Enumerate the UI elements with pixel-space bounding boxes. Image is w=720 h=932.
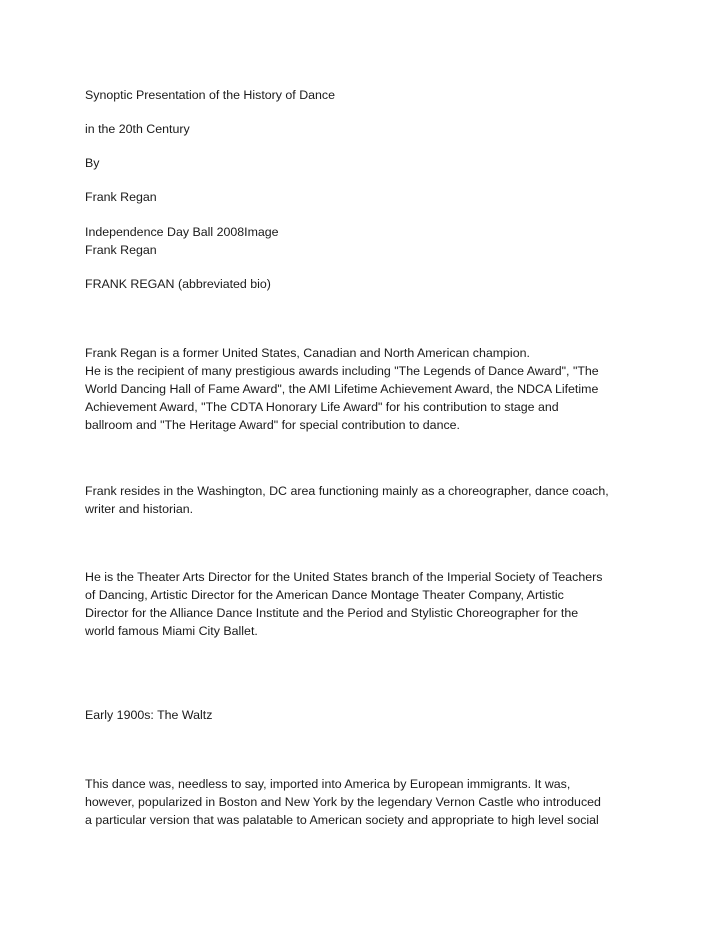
paragraph-line: He is the recipient of many prestigious awards including "The Legends of Dance Award", "The: [85, 364, 599, 378]
bio-paragraph-2: [85, 482, 645, 518]
bio-paragraph-1: [85, 344, 645, 434]
paragraph-line: ballroom and "The Heritage Award" for special contribution to dance.: [85, 418, 460, 432]
by-line: By: [85, 156, 100, 170]
paragraph-line: however, popularized in Boston and New York by the legendary Vernon Castle who introduced: [85, 795, 601, 809]
paragraph-line: a particular version that was palatable to American society and appropriate to high level social: [85, 813, 599, 827]
bio-paragraph-3: [85, 568, 645, 640]
paragraph-line: He is the Theater Arts Director for the United States branch of the Imperial Society of Teachers: [85, 570, 603, 584]
paragraph-line: Achievement Award, "The CDTA Honorary Life Award" for his contribution to stage and: [85, 400, 559, 414]
waltz-paragraph: [85, 775, 645, 829]
paragraph-line: This dance was, needless to say, imported into America by European immigrants. It was,: [85, 777, 571, 791]
title-line-1: Synoptic Presentation of the History of Dance: [85, 88, 336, 102]
paragraph-line: writer and historian.: [85, 502, 194, 516]
paragraph-line: Frank resides in the Washington, DC area functioning mainly as a choreographer, dance coach,: [85, 484, 609, 498]
paragraph-line: of Dancing, Artistic Director for the American Dance Montage Theater Company, Artistic: [85, 588, 564, 602]
image-caption-line-1: Independence Day Ball 2008Image: [85, 225, 279, 239]
paragraph-line: world famous Miami City Ballet.: [85, 624, 258, 638]
section-heading: Early 1900s: The Waltz: [85, 708, 213, 722]
image-caption-line-2: Frank Regan: [85, 243, 157, 257]
title-line-2: in the 20th Century: [85, 122, 190, 136]
paragraph-line: Frank Regan is a former United States, Canadian and North American champion.: [85, 346, 530, 360]
paragraph-line: Director for the Alliance Dance Institute and the Period and Stylistic Choreographer for the: [85, 606, 579, 620]
author-name: Frank Regan: [85, 190, 157, 204]
paragraph-line: World Dancing Hall of Fame Award", the AMI Lifetime Achievement Award, the NDCA Lifetime: [85, 382, 599, 396]
bio-heading: FRANK REGAN (abbreviated bio): [85, 277, 271, 291]
